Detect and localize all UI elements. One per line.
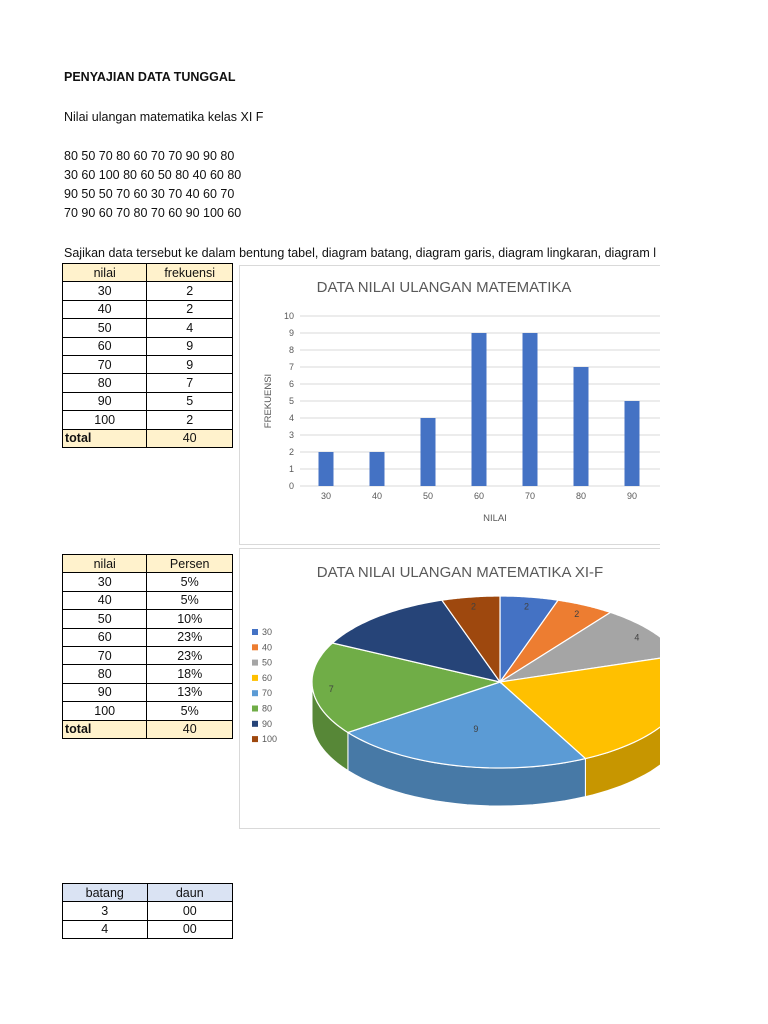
bar-80: [574, 367, 589, 486]
legend-label: 80: [262, 703, 273, 714]
total-label: total: [63, 720, 147, 738]
x-tick-label: 50: [422, 491, 434, 501]
table-row: [63, 573, 233, 591]
table-cell: 50: [63, 610, 147, 628]
y-tick-label: 2: [288, 447, 294, 457]
stem-leaf-table: [62, 883, 233, 939]
legend-swatch: [252, 675, 258, 681]
table-cell: 7: [147, 374, 233, 392]
x-tick-label: 70: [524, 491, 536, 501]
table-total-row: [63, 429, 233, 447]
table-cell: 60: [63, 337, 147, 355]
table-cell: 4: [63, 920, 148, 938]
x-axis-label: NILAI: [483, 513, 507, 524]
table-cell: 40: [63, 300, 147, 318]
table-cell: 5%: [147, 702, 233, 720]
table-cell: 5%: [147, 573, 233, 591]
table-row: [63, 646, 233, 664]
x-tick-label: 60: [473, 491, 485, 501]
y-tick-label: 5: [288, 396, 294, 406]
table-cell: 70: [63, 646, 147, 664]
table-cell: 100: [63, 702, 147, 720]
table-row: [63, 628, 233, 646]
table-row: [63, 411, 233, 429]
table-cell: 00: [147, 902, 232, 920]
table-row: [63, 591, 233, 609]
bar-90: [625, 401, 640, 486]
table-cell: 30: [63, 282, 147, 300]
y-tick-label: 1: [288, 464, 294, 474]
page-title: PENYAJIAN DATA TUNGGAL: [64, 70, 236, 84]
frequency-table: [62, 263, 233, 448]
legend-label: 50: [262, 657, 273, 668]
table-cell: 2: [147, 411, 233, 429]
legend-swatch: [252, 644, 258, 650]
legend-swatch: [252, 706, 258, 712]
legend-label: 90: [262, 718, 273, 729]
y-tick-label: 7: [288, 362, 294, 372]
total-label: total: [63, 429, 147, 447]
table-cell: 9: [147, 337, 233, 355]
table-header-row: [63, 555, 233, 573]
legend-label: 40: [262, 642, 273, 653]
table-cell: 80: [63, 665, 147, 683]
legend-swatch: [252, 721, 258, 727]
table-cell: 90: [63, 392, 147, 410]
table-row: [63, 665, 233, 683]
y-tick-label: 6: [288, 379, 294, 389]
column-header: daun: [147, 884, 232, 902]
table-cell: 40: [63, 591, 147, 609]
legend-swatch: [252, 690, 258, 696]
table-row: [63, 355, 233, 373]
pie-data-label: 2: [523, 601, 530, 612]
table-row: [63, 920, 233, 938]
table-cell: 13%: [147, 683, 233, 701]
legend-swatch: [252, 736, 258, 742]
bar-50: [421, 418, 436, 486]
raw-data-line: 30 60 100 80 60 50 80 40 60 80: [64, 168, 242, 182]
table-cell: 5%: [147, 591, 233, 609]
table-row: [63, 374, 233, 392]
column-header: Persen: [147, 555, 233, 573]
legend-label: 100: [262, 734, 278, 745]
table-cell: 90: [63, 683, 147, 701]
table-row: [63, 300, 233, 318]
y-tick-label: 0: [288, 481, 294, 491]
y-tick-label: 10: [283, 311, 294, 321]
table-cell: 23%: [147, 646, 233, 664]
total-value: 40: [147, 429, 233, 447]
table-cell: 00: [147, 920, 232, 938]
table-cell: 60: [63, 628, 147, 646]
table-total-row: [63, 720, 233, 738]
x-tick-label: 80: [575, 491, 587, 501]
table-cell: 4: [147, 319, 233, 337]
bar-70: [523, 333, 538, 486]
bar-chart-plot: [240, 266, 680, 544]
pie-data-label: 7: [328, 684, 334, 695]
pie-data-label: 2: [574, 609, 580, 619]
table-cell: 18%: [147, 665, 233, 683]
legend-label: 70: [262, 688, 273, 699]
raw-data-line: 80 50 70 80 60 70 70 90 90 80: [64, 149, 235, 163]
task-instruction: Sajikan data tersebut ke dalam bentung tabel, diagram batang, diagram garis, diagram lingkaran, diagram l: [64, 246, 657, 260]
table-row: [63, 282, 233, 300]
bar-30: [319, 452, 334, 486]
table-cell: 70: [63, 355, 147, 373]
pie-data-label: 9: [473, 724, 479, 734]
chart-title: DATA NILAI ULANGAN MATEMATIKA: [316, 279, 572, 296]
dataset-subtitle: Nilai ulangan matematika kelas XI F: [64, 110, 264, 124]
legend-swatch: [252, 660, 258, 666]
table-row: [63, 392, 233, 410]
table-cell: 30: [63, 573, 147, 591]
x-tick-label: 40: [371, 491, 383, 501]
table-cell: 2: [147, 282, 233, 300]
bar-chart[interactable]: [239, 265, 681, 545]
pie-data-label: 2: [470, 601, 477, 612]
y-tick-label: 8: [288, 345, 294, 355]
y-axis-label: FREKUENSI: [263, 373, 274, 429]
column-header: batang: [63, 884, 148, 902]
legend-swatch: [252, 629, 258, 635]
table-cell: 100: [63, 411, 147, 429]
y-tick-label: 4: [288, 413, 294, 423]
table-cell: 3: [63, 902, 148, 920]
table-cell: 50: [63, 319, 147, 337]
table-cell: 9: [147, 355, 233, 373]
table-row: [63, 610, 233, 628]
column-header: nilai: [63, 555, 147, 573]
chart-title: DATA NILAI ULANGAN MATEMATIKA XI-F: [316, 564, 604, 581]
total-value: 40: [147, 720, 233, 738]
table-cell: 5: [147, 392, 233, 410]
percent-table: [62, 554, 233, 739]
pie-data-label: 4: [634, 632, 640, 643]
raw-data-line: 70 90 60 70 80 70 60 90 100 60: [64, 206, 242, 220]
viewport-clip: [660, 255, 768, 855]
legend-label: 60: [262, 672, 273, 683]
pie-chart[interactable]: [239, 548, 681, 829]
y-tick-label: 3: [288, 430, 294, 440]
table-cell: 23%: [147, 628, 233, 646]
x-tick-label: 30: [320, 491, 332, 501]
raw-data-line: 90 50 50 70 60 30 70 40 60 70: [64, 187, 235, 201]
table-row: [63, 683, 233, 701]
table-row: [63, 902, 233, 920]
table-row: [63, 319, 233, 337]
table-row: [63, 702, 233, 720]
bar-40: [370, 452, 385, 486]
table-cell: 10%: [147, 610, 233, 628]
table-header-row: [63, 264, 233, 282]
pie-chart-plot: [240, 549, 680, 828]
column-header: nilai: [63, 264, 147, 282]
table-cell: 80: [63, 374, 147, 392]
x-tick-label: 90: [626, 491, 638, 501]
legend-label: 30: [262, 627, 273, 637]
table-header-row: [63, 884, 233, 902]
table-cell: 2: [147, 300, 233, 318]
column-header: frekuensi: [147, 264, 233, 282]
bar-60: [472, 333, 487, 486]
table-row: [63, 337, 233, 355]
y-tick-label: 9: [288, 328, 294, 338]
